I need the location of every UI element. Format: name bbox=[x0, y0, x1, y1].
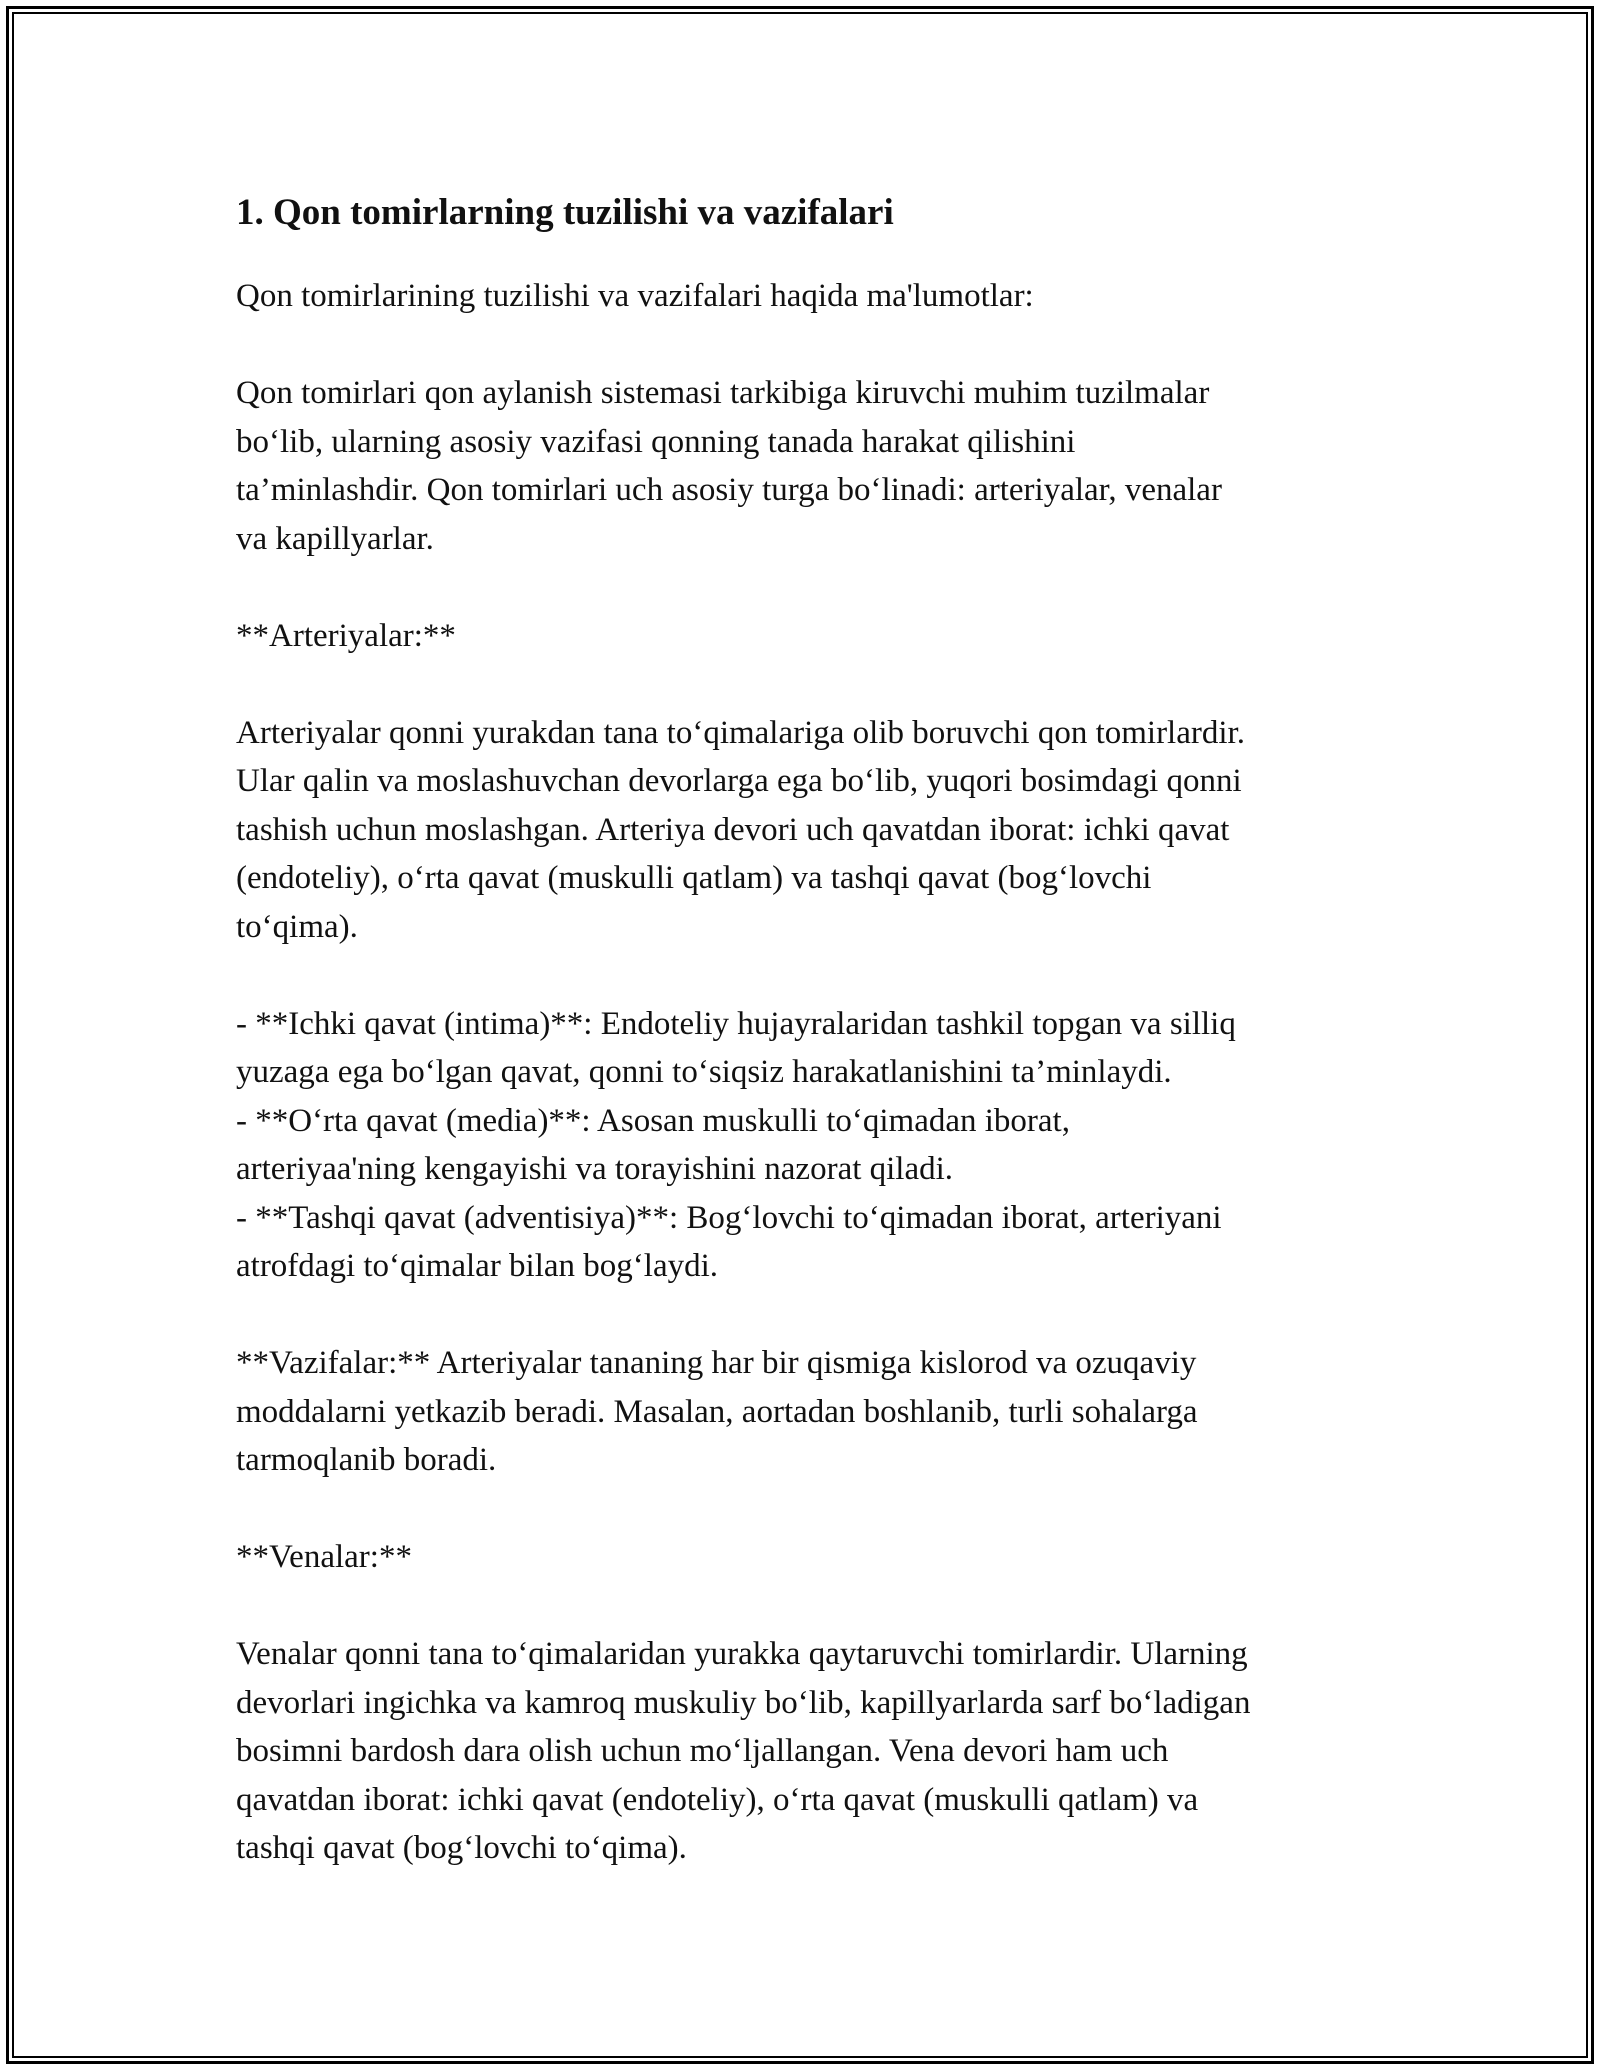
overview-paragraph: Qon tomirlari qon aylanish sistemasi tarkibiga kiruvchi muhim tuzilmalar bo‘lib, ularning asosiy vazifasi qonning tanada harakat qilishini ta’minlashdir. Qon tomirlari uch asosiy turga bo‘linadi: arteriyalar, venalar va kapillyarlar. bbox=[236, 375, 1222, 557]
veins-paragraph: Venalar qonni tana to‘qimalaridan yurakka qaytaruvchi tomirlardir. Ularning devorlari ingichka va kamroq muskuliy bo‘lib, kapillyarlarda sarf bo‘ladigan bosimni bardosh dara olish uchun mo‘ljallangan. Vena devori ham uch qavatdan iborat: ichki qavat (endoteliy), o‘rta qavat (muskulli qatlam) va tashqi qavat (bog‘lovchi to‘qima). bbox=[236, 1636, 1251, 1866]
artery-functions-paragraph: **Vazifalar:** Arteriyalar tananing har bir qismiga kislorod va ozuqaviy moddalarni yetkazib beradi. Masalan, aortadan boshlanib, turli sohalarga tarmoqlanib boradi. bbox=[236, 1345, 1198, 1478]
document-body bbox=[236, 186, 1396, 1921]
section-heading: 1. Qon tomirlarning tuzilishi va vazifalari bbox=[236, 192, 894, 233]
arteries-paragraph: Arteriyalar qonni yurakdan tana to‘qimalariga olib boruvchi qon tomirlardir. Ular qalin va moslashuvchan devorlarga ega bo‘lib, yuqori bosimdagi qonni tashish uchun moslashgan. Arteriya devori uch qavatdan iborat: ichki qavat (endoteliy), o‘rta qavat (muskulli qatlam) va tashqi qavat (bog‘lovchi to‘qima). bbox=[236, 714, 1245, 945]
intro-paragraph: Qon tomirlarining tuzilishi va vazifalari haqida ma'lumotlar: bbox=[236, 278, 1034, 314]
veins-subheading: **Venalar:** bbox=[236, 1539, 412, 1575]
arteries-subheading: **Arteriyalar:** bbox=[236, 617, 456, 654]
artery-layers-list: - **Ichki qavat (intima)**: Endoteliy hujayralaridan tashkil topgan va silliq yuzaga ega bo‘lgan qavat, qonni to‘siqsiz harakatlanishini ta’minlaydi. - **O‘rta qavat (media)**: Asosan muskulli to‘qimadan iborat, arteriyaa'ning kengayishi va torayishini nazorat qiladi. - **Tashqi qavat (adventisiya)**: Bog‘lovchi to‘qimadan iborat, arteriyani atrofdagi to‘qimalar bilan bog‘laydi. bbox=[236, 1005, 1236, 1284]
